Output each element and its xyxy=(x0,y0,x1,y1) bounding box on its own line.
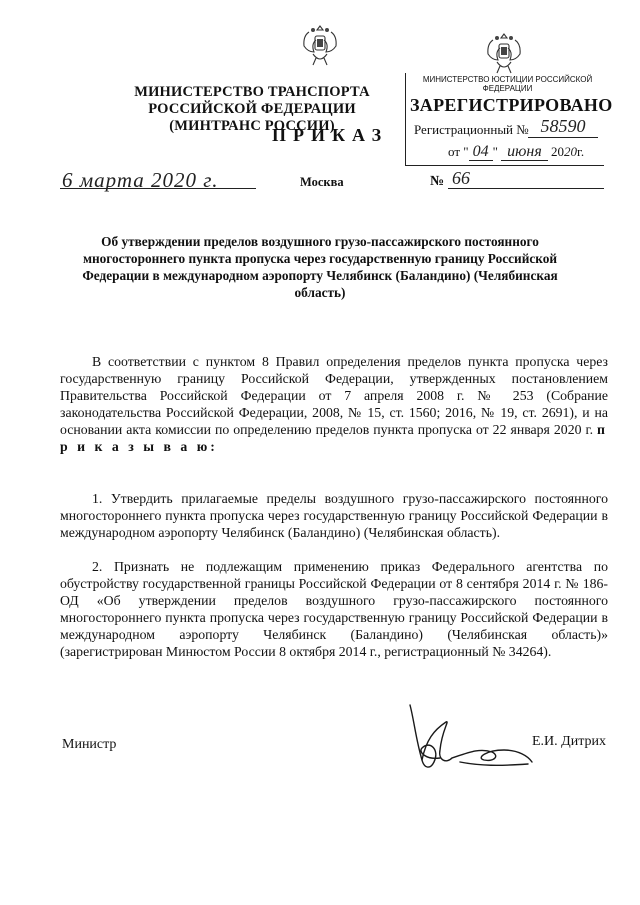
signatory-position: Министр xyxy=(62,737,117,752)
ministry-short-name: (МИНТРАНС РОССИИ) xyxy=(169,118,335,134)
order-number-label: № xyxy=(430,174,445,189)
document-title: Об утверждении пределов воздушного грузо-пассажирского постоянного многостороннего пункта пропуска через государственную границу Российской Федерации в международном аэропорту Челябинск (Баландино) (Челябинская область) xyxy=(82,234,558,300)
coat-of-arms-icon xyxy=(301,22,339,68)
stamp-reg-label: Регистрационный № xyxy=(414,122,529,137)
stamp-reg-number: 58590 xyxy=(528,116,598,138)
stamp-agency: МИНИСТЕРСТВО ЮСТИЦИИ РОССИЙСКОЙ ФЕДЕРАЦИИ xyxy=(422,75,593,93)
stamp-date-month: июня xyxy=(501,143,548,161)
order-verb: п р и к а з ы в а ю: xyxy=(60,422,608,454)
paragraph-item-2: 2. Признать не подлежащим применению приказ Федерального агентства по обустройству государственной границы Российской Федерации от 8 сентября 2014 г. № 186-ОД «Об утверждении пределов воздушного грузо-пассажирского постоянного многостороннего пункта пропуска через государственную границу Российской Федерации в международном аэропорту Челябинск (Баландино) (Челябинская область)» (зарегистрирован Минюстом России 8 октября 2014 г., регистрационный № 34264). xyxy=(60,559,608,659)
document-type: ПРИКАЗ xyxy=(272,125,389,145)
paragraph-item-1: 1. Утвердить прилагаемые пределы воздушного грузо-пассажирского постоянного многостороннего пункта пропуска через государственную границу Российской Федерации в международном аэропорту Челябинск (Баландино) (Челябинская область). xyxy=(60,491,608,540)
order-city: Москва xyxy=(300,175,344,189)
stamp-date-prefix: от xyxy=(448,144,461,159)
number-underline xyxy=(448,188,604,189)
stamp-date-suffix: г. xyxy=(577,144,585,159)
coat-of-arms-icon xyxy=(485,30,523,76)
order-date: 6 марта 2020 г. xyxy=(62,168,219,192)
signatory-name: Е.И. Дитрих xyxy=(532,734,606,749)
paragraph-preamble xyxy=(60,353,608,455)
stamp-date: от " 04 " июня 2020г. xyxy=(448,143,585,160)
date-underline xyxy=(60,188,256,189)
ministry-name: МИНИСТЕРСТВО ТРАНСПОРТА РОССИЙСКОЙ ФЕДЕРАЦИИ xyxy=(134,84,370,117)
signature-icon xyxy=(400,700,540,780)
stamp-date-day: 04 xyxy=(469,143,493,161)
stamp-date-year-hw: 20 xyxy=(564,144,578,159)
stamp-status: ЗАРЕГИСТРИРОВАНО xyxy=(410,95,613,115)
preamble-text: В соответствии с пунктом 8 Правил определения пределов пункта пропуска через государственную границу Российской Федерации, утвержденных постановлением Правительства Российской Федерации от 7 апреля 2008 г. № 253 (Собрание законодательства Российской Федерации, 2008, № 15, ст. 1560; 2016, № 19, ст. 2691), и на основании акта комиссии по определению пределов пункта пропуска от 22 января 2020 г. xyxy=(60,354,608,437)
order-number: 66 xyxy=(452,168,470,188)
stamp-date-year: 20 xyxy=(551,144,565,159)
